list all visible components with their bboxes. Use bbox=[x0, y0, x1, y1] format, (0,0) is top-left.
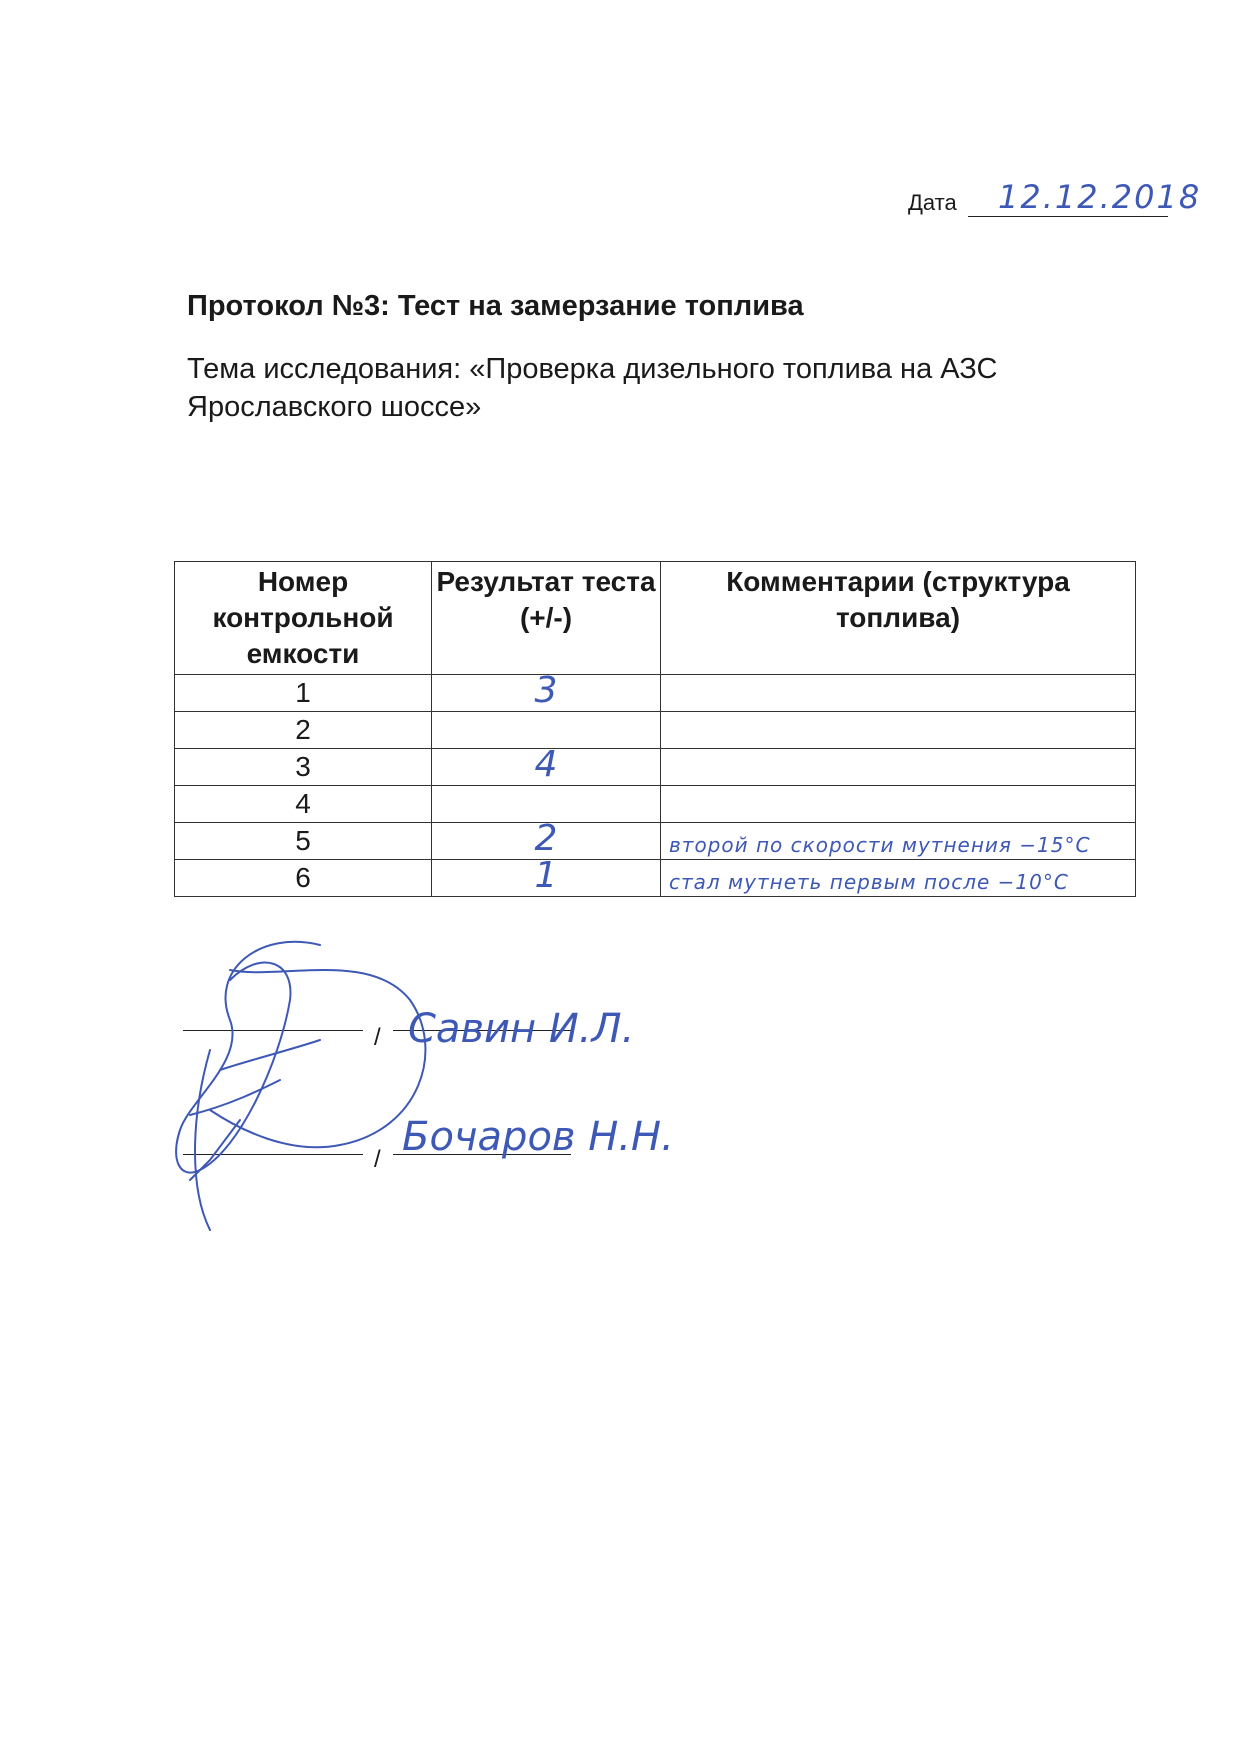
results-table bbox=[174, 561, 1136, 897]
table-row bbox=[175, 860, 1136, 897]
comment-handwritten: второй по скорости мутнения −15°С bbox=[669, 833, 1091, 857]
cell-result bbox=[432, 786, 661, 823]
signer-name-1: Савин И.Л. bbox=[408, 1006, 635, 1052]
header-test-result: Результат теста (+/-) bbox=[432, 562, 661, 675]
cell-comment bbox=[661, 786, 1136, 823]
cell-comment bbox=[661, 860, 1136, 897]
table-row bbox=[175, 823, 1136, 860]
cell-number: 4 bbox=[175, 786, 432, 823]
cell-result bbox=[432, 855, 661, 897]
cell-result bbox=[432, 670, 661, 712]
cell-number: 3 bbox=[175, 749, 432, 786]
table-row bbox=[175, 675, 1136, 712]
header-container-number: Номер контрольной емкости bbox=[175, 562, 432, 675]
signer-name-2: Бочаров Н.Н. bbox=[402, 1114, 674, 1160]
cell-number: 1 bbox=[175, 675, 432, 712]
cell-number: 6 bbox=[175, 860, 432, 897]
research-subject: Тема исследования: «Проверка дизельного топлива на АЗС Ярославского шоссе» bbox=[187, 353, 998, 423]
table-row bbox=[175, 712, 1136, 749]
cell-comment bbox=[661, 749, 1136, 786]
page-title: Протокол №3: Тест на замерзание топлива bbox=[187, 290, 804, 322]
signature-slash-2: / bbox=[374, 1146, 381, 1173]
date-value: 12.12.2018 bbox=[998, 178, 1202, 216]
table-row bbox=[175, 786, 1136, 823]
cell-result bbox=[432, 818, 661, 860]
header-comments: Комментарии (структура топлива) bbox=[661, 562, 1136, 675]
cell-comment bbox=[661, 675, 1136, 712]
cell-result bbox=[432, 712, 661, 749]
cell-result bbox=[432, 744, 661, 786]
result-handwritten: 3 bbox=[534, 670, 558, 711]
table-row bbox=[175, 749, 1136, 786]
date-label: Дата bbox=[908, 190, 957, 215]
cell-number: 2 bbox=[175, 712, 432, 749]
cell-comment bbox=[661, 712, 1136, 749]
table-header-row bbox=[175, 562, 1136, 675]
cell-comment bbox=[661, 823, 1136, 860]
result-handwritten: 2 bbox=[534, 818, 558, 859]
date-underline bbox=[968, 216, 1168, 217]
comment-handwritten: стал мутнеть первым после −10°С bbox=[669, 870, 1069, 894]
result-handwritten: 1 bbox=[534, 855, 558, 896]
signature-slash-1: / bbox=[374, 1024, 381, 1051]
cell-number: 5 bbox=[175, 823, 432, 860]
result-handwritten: 4 bbox=[534, 744, 558, 785]
handwritten-signature bbox=[170, 940, 430, 1240]
